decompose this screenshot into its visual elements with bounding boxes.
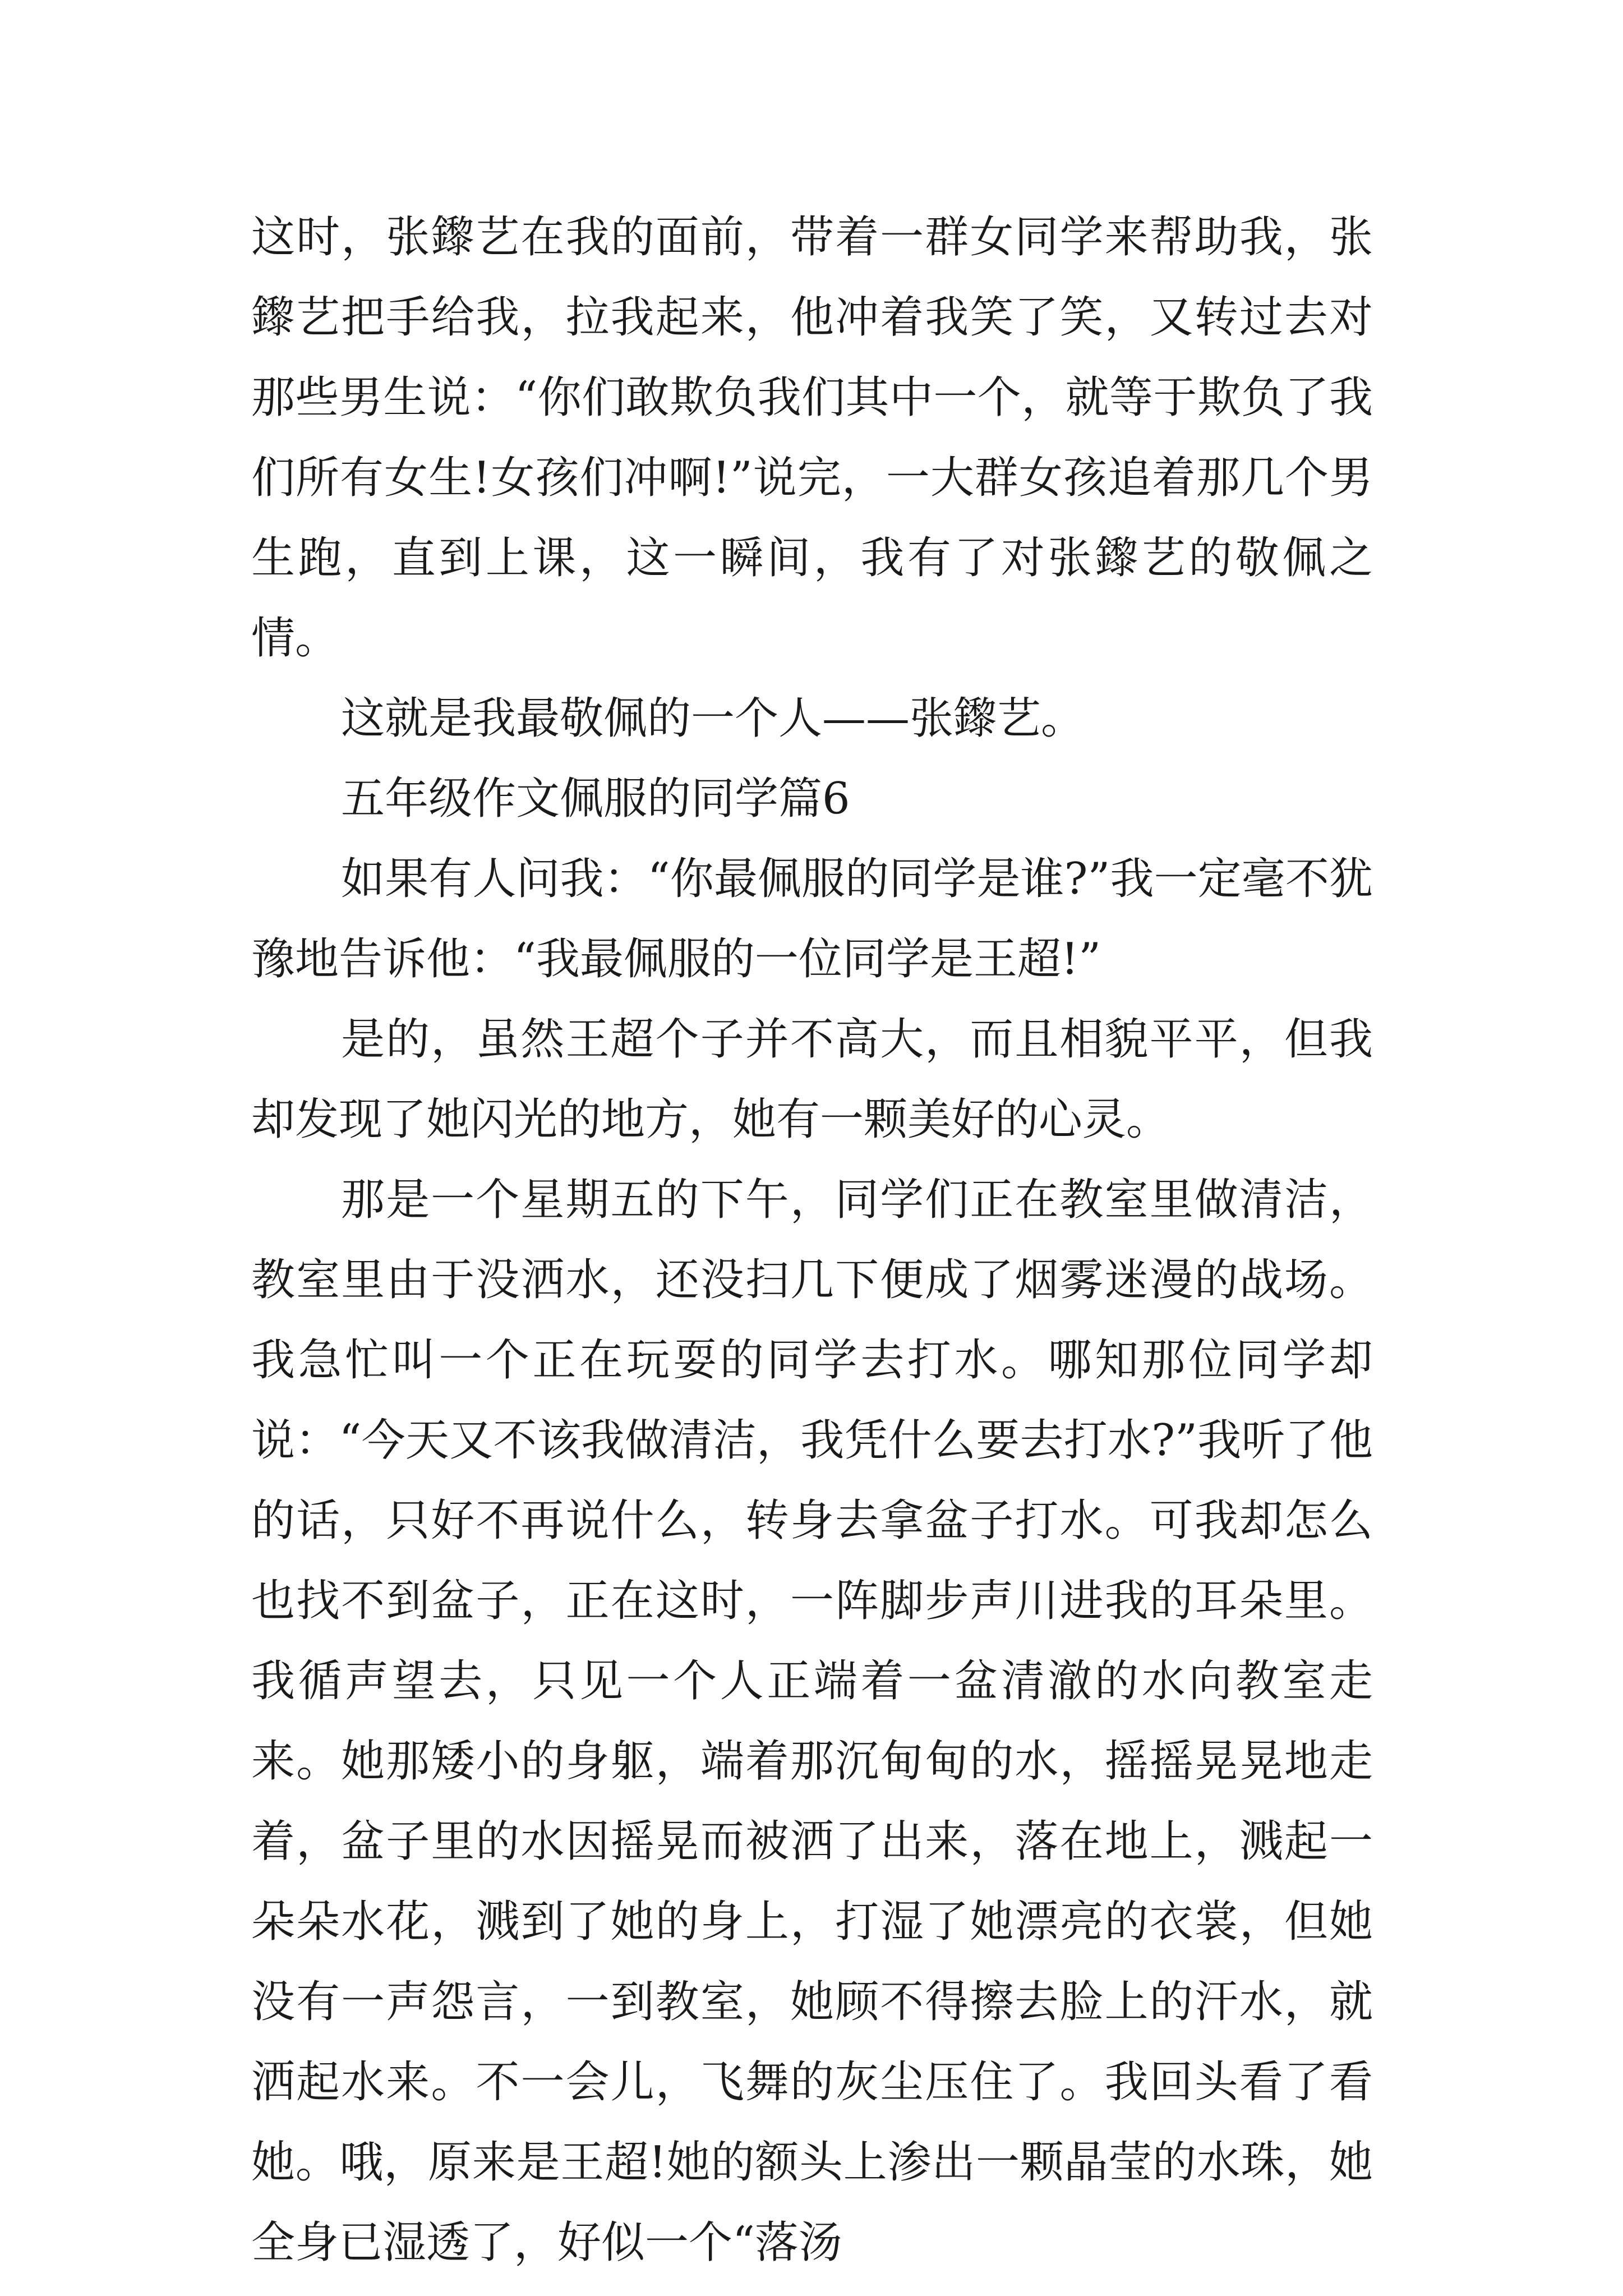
paragraph-2: 这就是我最敬佩的一个人——张鑗艺。 — [341, 693, 1085, 744]
section-heading: 五年级作文佩服的同学篇6 — [341, 774, 850, 824]
document-body — [251, 197, 1373, 2283]
paragraph-5: 那是一个星期五的下午，同学们正在教室里做清洁，教室里由于没洒水，还没扫几下便成了烟雾迷漫的战场。我急忙叫一个正在玩耍的同学去打水。哪知那位同学却说：“今天又不该我做清洁，我凭什么要去打水?”我听了他的话，只好不再说什么，转身去拿盆子打水。可我却怎么也找不到盆子，正在这时，一阵脚步声川进我的耳朵里。我循声望去，只见一个人正端着一盆清澈的水向教室走来。她那矮小的身躯，端着那沉甸甸的水，摇摇晃晃地走着，盆子里的水因摇晃而被洒了出来，落在地上，溅起一朵朵水花，溅到了她的身上，打湿了她漂亮的衣裳，但她没有一声怨言，一到教室，她顾不得擦去脸上的汗水，就洒起水来。不一会儿，飞舞的灰尘压住了。我回头看了看她。哦，原来是王超!她的额头上渗出一颗晶莹的水珠，她全身已湿透了，好似一个“落汤 — [251, 1175, 1373, 2268]
paragraph-1: 这时，张鑗艺在我的面前，带着一群女同学来帮助我，张鑗艺把手给我，拉我起来，他冲着我笑了笑，又转过去对那些男生说：“你们敢欺负我们其中一个，就等于欺负了我们所有女生!女孩们冲啊!”说完，一大群女孩追着那几个男生跑，直到上课，这一瞬间，我有了对张鑗艺的敬佩之情。 — [251, 212, 1373, 664]
paragraph-3: 如果有人问我：“你最佩服的同学是谁?”我一定毫不犹豫地告诉他：“我最佩服的一位同学是王超!” — [251, 854, 1373, 984]
paragraph-4: 是的，虽然王超个子并不高大，而且相貌平平，但我却发现了她闪光的地方，她有一颗美好的心灵。 — [251, 1014, 1373, 1145]
